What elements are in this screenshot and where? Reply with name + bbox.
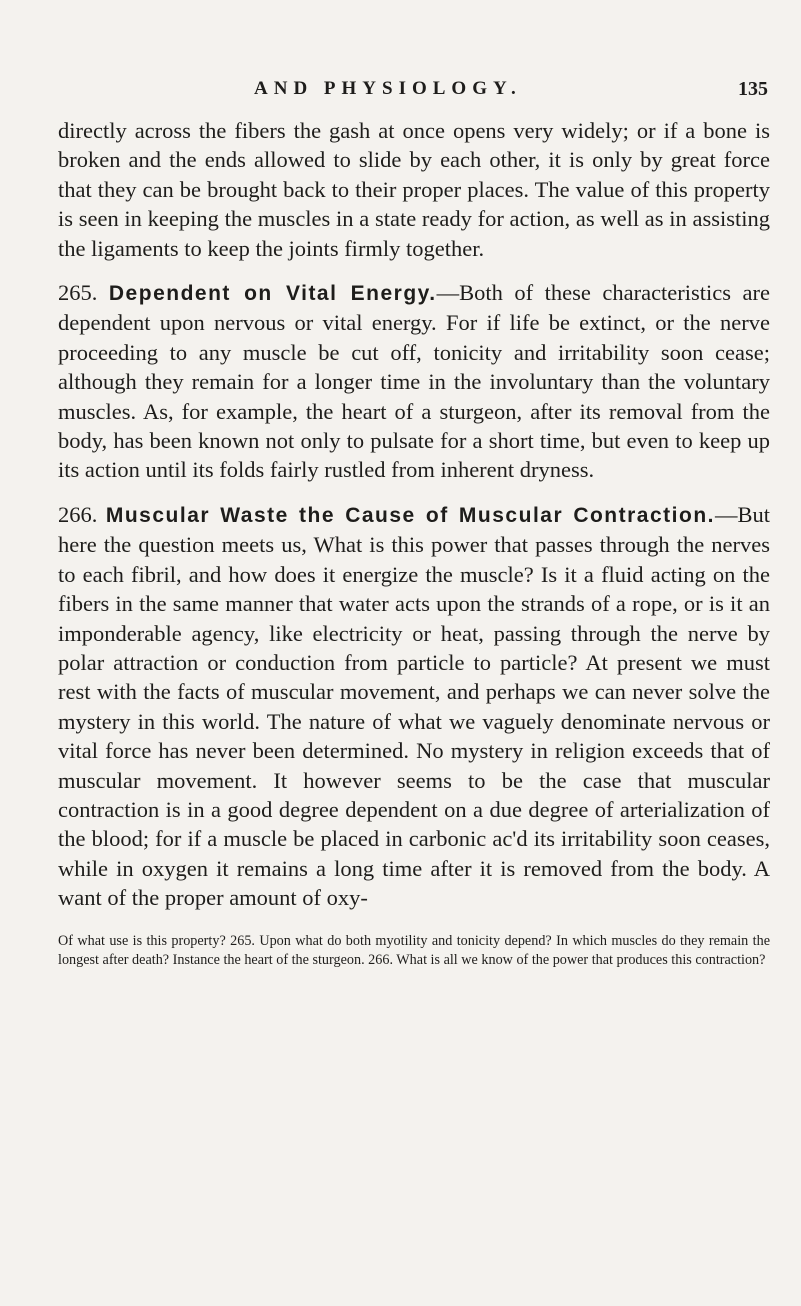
- section-heading: Muscular Waste the Cause of Muscular Contraction.: [105, 503, 715, 527]
- section-text: —Both of these characteristics are dependent upon nervous or vital energy. For if life be extinct, or the nerve proceeding to any muscle be cut off, tonicity and irritability soon cease; although they remain for a longer time in the involuntary than the voluntary muscles. As, for example, the heart of a sturgeon, after its removal from the body, has been known not only to pulsate for a short time, but even to keep up its action until its folds fairly rustled from inherent dryness.: [58, 280, 771, 483]
- section-number: 266.: [58, 501, 98, 527]
- running-title: AND PHYSIOLOGY.: [254, 78, 522, 99]
- section-text: —But here the question meets us, What is this power that passes through the nerves to each fibril, and how does it energize the muscle? Is it a fluid acting on the fibers in the same manner that water acts upon the strands of a rope, or is it an imponderable agency, like electricity or heat, passing through the nerve by polar attraction or conduction from particle to particle? At present we must rest with the facts of muscular movement, and perhaps we can never solve the mystery in this world. The nature of what we vaguely denominate nervous or vital force has never been determined. No mystery in religion exceeds that of muscular movement. It however seems to be the case that muscular contraction is in a good degree dependent on a due degree of arterialization of the blood; for if a muscle be placed in carbonic ac'd its irritability soon ceases, while in oxygen it remains a long time after it is removed from the body. A want of the proper amount of oxy-: [58, 501, 770, 911]
- book-page: [58, 78, 770, 970]
- section-number: 265.: [58, 280, 98, 306]
- review-questions: Of what use is this property? 265. Upon what do both myotility and tonicity depend? In which muscles do they remain the longest after death? Instance the heart of the sturgeon. 266. What is all we know of the power that produces this contraction?: [58, 932, 770, 968]
- paragraph-continuation: directly across the fibers the gash at once opens very widely; or if a bone is broken and the ends allowed to slide by each other, it is only by great force that they can be brought back to their proper places. The value of this property is seen in keeping the muscles in a state ready for action, as well as in assisting the ligaments to keep the joints firmly together.: [58, 118, 770, 261]
- section-265: [58, 278, 770, 485]
- running-head: [58, 78, 770, 108]
- section-266: [58, 500, 770, 913]
- body-text: [58, 116, 770, 913]
- section-heading: Dependent on Vital Energy.: [108, 282, 437, 306]
- page-number: 135: [738, 78, 768, 100]
